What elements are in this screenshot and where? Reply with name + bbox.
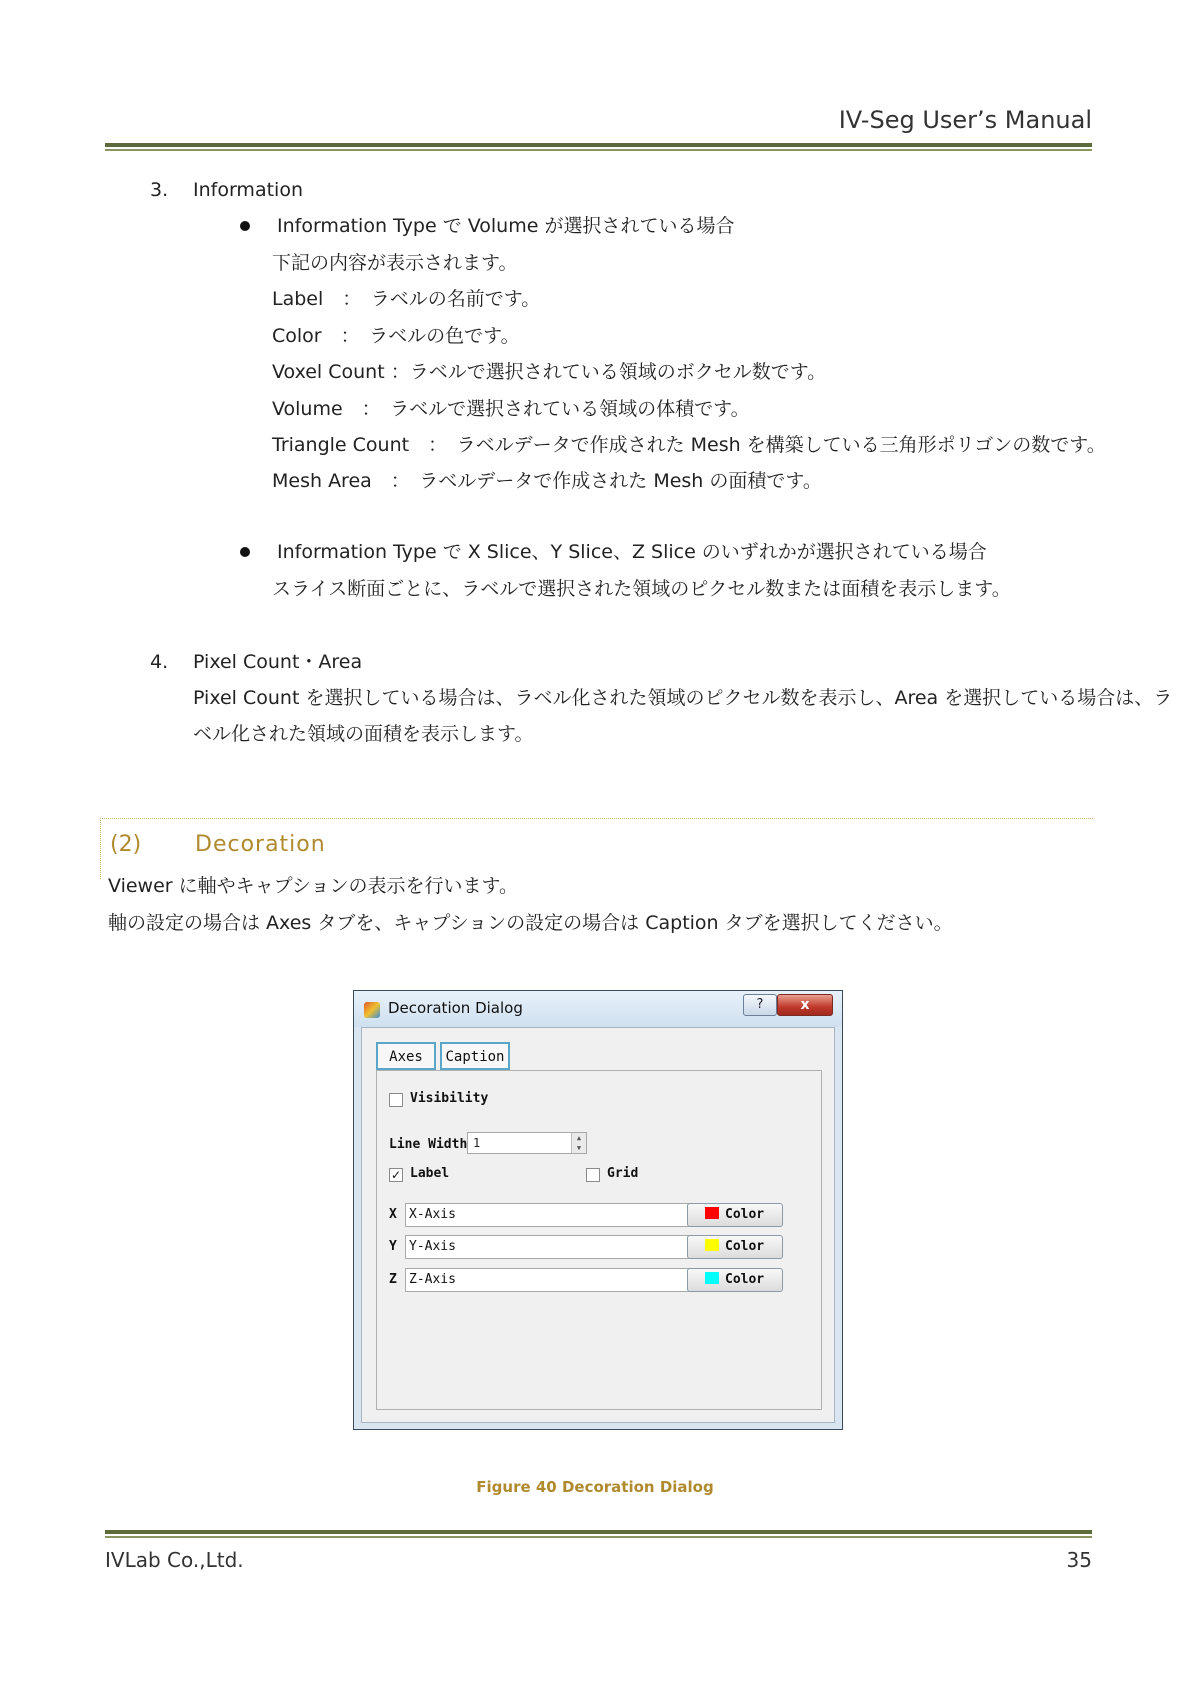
header-rule-thin xyxy=(105,149,1092,151)
label-checkbox-label: Label xyxy=(410,1166,450,1181)
info-bullet-1-desc: 下記の内容が表示されます。 xyxy=(272,252,518,274)
x-axis-letter: X xyxy=(389,1207,397,1222)
pixel-desc-line-2: ベル化された領域の面積を表示します。 xyxy=(193,723,534,745)
bullet-icon xyxy=(240,221,250,231)
line-width-value: 1 xyxy=(473,1136,481,1150)
info-title: Information xyxy=(193,179,303,201)
grid-checkbox[interactable] xyxy=(586,1168,600,1182)
section-desc-line-2: 軸の設定の場合は Axes タブを、キャプションの設定の場合は Caption タブを選択してください。 xyxy=(108,912,953,934)
section-desc-line-1: Viewer に軸やキャプションの表示を行います。 xyxy=(108,875,518,897)
manual-title: IV-Seg User’s Manual xyxy=(838,106,1092,134)
y-axis-color-label: Color xyxy=(725,1239,765,1254)
z-axis-color-button[interactable] xyxy=(687,1268,783,1292)
x-axis-color-label: Color xyxy=(725,1207,765,1222)
axes-tab-panel xyxy=(376,1070,822,1410)
tab-caption[interactable]: Caption xyxy=(440,1042,510,1070)
visibility-label: Visibility xyxy=(410,1091,489,1106)
section-number: (2) xyxy=(110,832,142,857)
color-swatch-red xyxy=(705,1207,719,1219)
y-axis-letter: Y xyxy=(389,1239,397,1254)
x-axis-name-input[interactable]: X-Axis xyxy=(405,1203,703,1227)
footer-company: IVLab Co.,Ltd. xyxy=(105,1548,244,1572)
info-bullet-2-desc: スライス断面ごとに、ラベルで選択された領域のピクセル数または面積を表示します。 xyxy=(272,578,1011,600)
bullet-icon xyxy=(240,547,250,557)
figure-caption: Figure 40 Decoration Dialog xyxy=(476,1478,714,1496)
info-row-color: Color ： ラベルの色です。 xyxy=(272,325,520,347)
info-row-voxel-count: Voxel Count ：ラベルで選択されている領域のボクセル数です。 xyxy=(272,361,827,383)
decoration-dialog xyxy=(353,990,843,1430)
y-axis-color-button[interactable] xyxy=(687,1235,783,1259)
pixel-title: Pixel Count・Area xyxy=(193,651,363,673)
spin-arrows-icon[interactable]: ▲ ▼ xyxy=(571,1133,586,1153)
info-bullet-1: Information Type で Volume が選択されている場合 xyxy=(277,215,735,237)
line-width-spinbox[interactable] xyxy=(467,1132,587,1154)
info-row-volume: Volume ： ラベルで選択されている領域の体積です。 xyxy=(272,398,750,420)
help-button[interactable]: ? xyxy=(743,994,777,1016)
section-title: Decoration xyxy=(195,832,326,857)
header-rule xyxy=(105,143,1092,147)
z-axis-name-input[interactable]: Z-Axis xyxy=(405,1268,703,1292)
color-swatch-yellow xyxy=(705,1239,719,1251)
tab-axes[interactable]: Axes xyxy=(376,1042,436,1070)
info-row-triangle-count: Triangle Count ： ラベルデータで作成された Mesh を構築している三角形ポリゴンの数です。 xyxy=(272,434,1106,456)
dialog-title: Decoration Dialog xyxy=(388,999,523,1017)
close-button[interactable]: x xyxy=(777,994,833,1016)
x-axis-color-button[interactable] xyxy=(687,1203,783,1227)
info-row-label: Label ： ラベルの名前です。 xyxy=(272,288,541,310)
footer-rule xyxy=(105,1530,1092,1534)
info-bullet-2: Information Type で X Slice、Y Slice、Z Slice のいずれかが選択されている場合 xyxy=(277,541,987,563)
color-swatch-cyan xyxy=(705,1272,719,1284)
info-number: 3. xyxy=(150,179,169,201)
footer-rule-thin xyxy=(105,1536,1092,1538)
app-icon xyxy=(364,1002,380,1018)
info-row-mesh-area: Mesh Area ： ラベルデータで作成された Mesh の面積です。 xyxy=(272,470,822,492)
grid-checkbox-label: Grid xyxy=(607,1166,639,1181)
y-axis-name-input[interactable]: Y-Axis xyxy=(405,1235,703,1259)
z-axis-color-label: Color xyxy=(725,1272,765,1287)
pixel-number: 4. xyxy=(150,651,169,673)
pixel-desc-line-1: Pixel Count を選択している場合は、ラベル化された領域のピクセル数を表示し、Area を選択している場合は、ラ xyxy=(193,687,1173,709)
line-width-label: Line Width xyxy=(389,1137,468,1152)
z-axis-letter: Z xyxy=(389,1272,397,1287)
visibility-checkbox[interactable] xyxy=(389,1093,403,1107)
page-number: 35 xyxy=(1066,1548,1092,1572)
dialog-client-area xyxy=(361,1027,835,1423)
label-checkbox[interactable]: ✓ xyxy=(390,1168,402,1182)
